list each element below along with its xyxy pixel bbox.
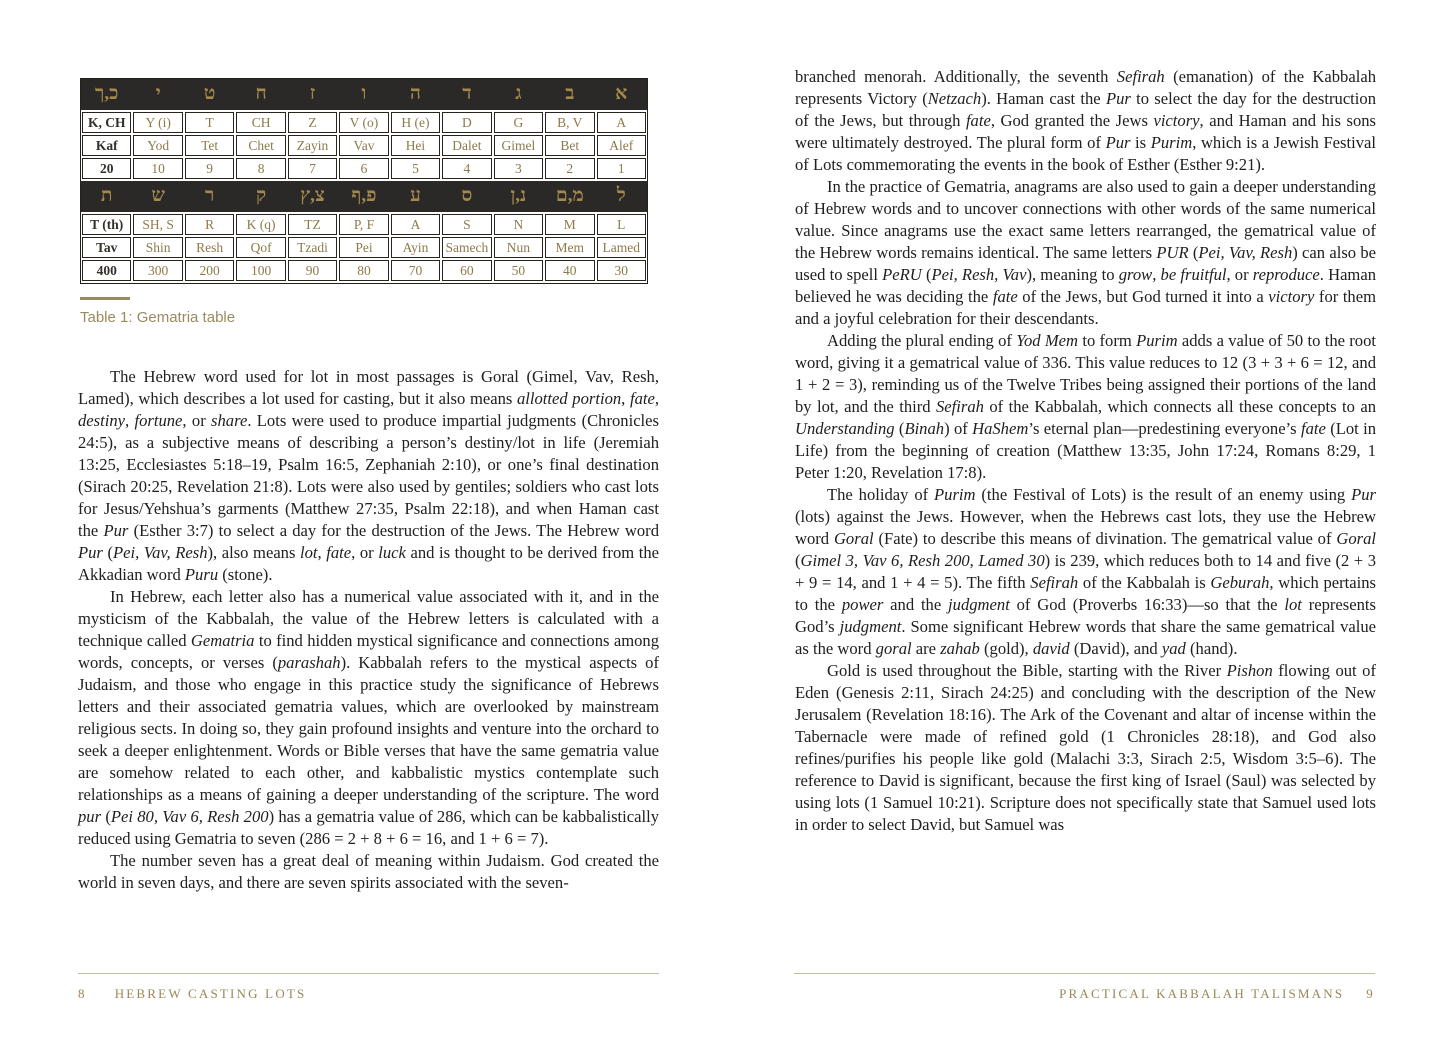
- letter-name-cell: Dalet: [442, 135, 491, 156]
- hebrew-letter-cell: ה: [409, 83, 421, 104]
- gematria-value-cell: 3: [494, 158, 543, 179]
- letter-name-cell: Samech: [442, 237, 491, 258]
- transliteration-cell: Y (i): [133, 112, 182, 133]
- hebrew-letter-row: [81, 181, 647, 212]
- left-page-number: 8: [78, 986, 87, 1001]
- letter-name-cell: Zayin: [288, 135, 337, 156]
- transliteration-cell: N: [494, 214, 543, 235]
- letter-name-cell: Chet: [236, 135, 285, 156]
- gematria-value-cell: 8: [236, 158, 285, 179]
- paragraph: The holiday of Purim (the Festival of Lots) is the result of an enemy using Pur (lots) against the Jews. However, when the Hebrews cast lots, they use the Hebrew word Goral (Fate) to describe this means of divination. The gematrical value of Goral (Gimel 3, Vav 6, Resh 200, Lamed 30) is 239, which reduces both to 14 and five (2 + 3 + 9 = 14, and 1 + 4 = 5). The fifth Sefirah of the Kabbalah is Geburah, which pertains to the power and the judgment of God (Proverbs 16:33)—so that the lot represents God’s judgment. Some significant Hebrew words that share the same gematrical value as the word goral are zahab (gold), david (David), and yad (hand).: [795, 485, 1377, 658]
- transliteration-cell: T (th): [82, 214, 131, 235]
- transliteration-cell: TZ: [288, 214, 337, 235]
- transliteration-cell: A: [597, 112, 646, 133]
- gematria-value-cell: 4: [442, 158, 491, 179]
- hebrew-letter-cell: ט: [203, 83, 216, 104]
- letter-name-cell: Alef: [597, 135, 646, 156]
- hebrew-letter-cell: ז: [309, 83, 316, 104]
- left-running-title: HEBREW CASTING LOTS: [114, 986, 307, 1001]
- gematria-value-cell: 5: [391, 158, 440, 179]
- left-page-text: [78, 366, 659, 894]
- hebrew-letter-cell: צ,ץ: [300, 185, 325, 206]
- transliteration-cell: T: [185, 112, 234, 133]
- letter-name-cell: Kaf: [82, 135, 131, 156]
- letter-name-cell: Lamed: [597, 237, 646, 258]
- paragraph: In Hebrew, each letter also has a numerical value associated with it, and in the mysticism of the Kabbalah, the value of the Hebrew letters is calculated with a technique called Gematria to find hidden mystical significance and connections among words, concepts, or verses (parashah). Kabbalah refers to the mystical aspects of Judaism, and those who engage in this practice study the significance of Hebrews letters and their associated gematria values, which are overlooked by mainstream religious sects. In doing so, they gain profound insights and venture into the orchard to seek a deeper enlightenment. Words or Bible verses that have the same gematria value are somehow related to each other, and kabbalistic mystics contemplate such relationships as a means of gaining a deeper understanding of the scripture. The word pur (Pei 80, Vav 6, Resh 200) has a gematria value of 286, which can be kabbalistically reduced using Gematria to seven (286 = 2 + 8 + 6 = 16, and 1 + 6 = 7).: [78, 587, 659, 848]
- left-footer-rule: [78, 973, 659, 974]
- hebrew-letter-cell: נ,ן: [510, 185, 527, 206]
- letter-name-cell: Resh: [185, 237, 234, 258]
- hebrew-letter-cell: ב: [565, 83, 575, 104]
- hebrew-letter-cell: כ,ך: [95, 83, 119, 104]
- transliteration-cell: K, CH: [82, 112, 131, 133]
- hebrew-letter-cell: ג: [515, 83, 522, 104]
- hebrew-letter-cell: מ,ם: [555, 185, 584, 206]
- hebrew-letter-cell: ד: [462, 83, 472, 104]
- letter-grid: [82, 214, 646, 281]
- hebrew-letter-cell: ע: [410, 185, 421, 206]
- hebrew-letter-cell: ס: [461, 185, 473, 206]
- hebrew-letter-cell: ת: [100, 185, 113, 206]
- transliteration-cell: D: [442, 112, 491, 133]
- letter-name-cell: Shin: [133, 237, 182, 258]
- transliteration-cell: R: [185, 214, 234, 235]
- letter-grid: [82, 112, 646, 179]
- gematria-value-cell: 70: [391, 260, 440, 281]
- gematria-value-cell: 200: [185, 260, 234, 281]
- transliteration-cell: CH: [236, 112, 285, 133]
- transliteration-cell: S: [442, 214, 491, 235]
- letter-name-cell: Mem: [545, 237, 594, 258]
- hebrew-letter-cell: א: [615, 83, 628, 104]
- paragraph: Gold is used throughout the Bible, starting with the River Pishon flowing out of Eden (Genesis 2:11, Sirach 24:25) and concluding with the description of the New Jerusalem (Revelation 18:16). The Ark of the Covenant and altar of incense within the Tabernacle were made of refined gold (1 Chronicles 28:18), and God also refines/purifies his people like gold (Malachi 3:3, Sirach 2:5, Wisdom 3:5–6). The reference to David is significant, because the first king of Israel (Saul) was selected by using lots (1 Samuel 10:21). Scripture does not specifically state that Samuel used lots in order to select David, but Samuel was: [795, 661, 1377, 834]
- letter-name-cell: Nun: [494, 237, 543, 258]
- gematria-value-cell: 400: [82, 260, 131, 281]
- paragraph: The Hebrew word used for lot in most passages is Goral (Gimel, Vav, Resh, Lamed), which describes a lot used for casting, but it also means allotted portion, fate, destiny, fortune, or share. Lots were used to produce impartial judgments (Chronicles 24:5), as a subjective means of describing a person’s destiny/lot in life (Jeremiah 13:25, Ecclesiastes 5:18–19, Psalm 16:5, Zephaniah 2:10), or one’s final destination (Sirach 20:25, Revelation 21:8). Lots were also used by gentiles; soldiers who cast lots for Jesus/Yehshua’s garments (Matthew 27:35, Psalm 22:18), and when Haman cast the Pur (Esther 3:7) to select a day for the destruction of the Jews. The Hebrew word Pur (Pei, Vav, Resh), also means lot, fate, or luck and is thought to be derived from the Akkadian word Puru (stone).: [78, 367, 660, 584]
- letter-name-cell: Pei: [339, 237, 388, 258]
- gematria-value-cell: 9: [185, 158, 234, 179]
- gematria-value-cell: 1: [597, 158, 646, 179]
- gematria-table: [80, 78, 648, 284]
- letter-name-cell: Tav: [82, 237, 131, 258]
- transliteration-cell: L: [597, 214, 646, 235]
- gematria-value-cell: 30: [597, 260, 646, 281]
- gematria-value-cell: 7: [288, 158, 337, 179]
- table-caption: Table 1: Gematria table: [80, 309, 236, 326]
- letter-name-cell: Bet: [545, 135, 594, 156]
- gematria-value-cell: 100: [236, 260, 285, 281]
- transliteration-cell: Z: [288, 112, 337, 133]
- paragraph: In the practice of Gematria, anagrams are also used to gain a deeper understanding of Hebrew words and to uncover connections with other words of the same numerical value. Since anagrams use the exact same letters rearranged, the gematrical value of the Hebrew words remains identical. The same letters PUR (Pei, Vav, Resh) can also be used to spell PeRU (Pei, Resh, Vav), meaning to grow, be fruitful, or reproduce. Haman believed he was deciding the fate of the Jews, but God turned it into a victory for them and a joyful celebration for their descendants.: [795, 177, 1377, 328]
- letter-name-cell: Gimel: [494, 135, 543, 156]
- transliteration-cell: G: [494, 112, 543, 133]
- right-page-text: [795, 66, 1376, 836]
- letter-name-cell: Yod: [133, 135, 182, 156]
- right-running-title: PRACTICAL KABBALAH TALISMANS: [1059, 986, 1345, 1001]
- left-footer: [78, 986, 659, 1002]
- hebrew-letter-cell: ר: [204, 185, 215, 206]
- paragraph: branched menorah. Additionally, the seventh Sefirah (emanation) of the Kabbalah represents Victory (Netzach). Haman cast the Pur to select the day for the destruction of the Jews, but through fate, God granted the Jews victory, and Haman and his sons were ultimately destroyed. The plural form of Pur is Purim, which is a Jewish Festival of Lots commemorating the events in the book of Esther (Esther 9:21).: [795, 67, 1376, 174]
- right-footer-rule: [794, 973, 1375, 974]
- gematria-value-cell: 90: [288, 260, 337, 281]
- transliteration-cell: K (q): [236, 214, 285, 235]
- hebrew-letter-cell: ו: [361, 83, 367, 104]
- transliteration-cell: SH, S: [133, 214, 182, 235]
- gematria-value-cell: 40: [545, 260, 594, 281]
- caption-rule: [80, 297, 130, 300]
- transliteration-cell: V (o): [339, 112, 388, 133]
- letter-name-cell: Qof: [236, 237, 285, 258]
- right-footer: [794, 986, 1375, 1002]
- hebrew-letter-row: [81, 79, 647, 110]
- letter-name-cell: Ayin: [391, 237, 440, 258]
- gematria-value-cell: 2: [545, 158, 594, 179]
- letter-name-cell: Hei: [391, 135, 440, 156]
- hebrew-letter-cell: י: [155, 83, 161, 104]
- gematria-value-cell: 80: [339, 260, 388, 281]
- hebrew-letter-cell: פ,ף: [351, 185, 377, 206]
- right-page-number: 9: [1366, 986, 1375, 1001]
- letter-name-cell: Vav: [339, 135, 388, 156]
- gematria-value-cell: 50: [494, 260, 543, 281]
- transliteration-cell: P, F: [339, 214, 388, 235]
- gematria-value-cell: 10: [133, 158, 182, 179]
- hebrew-letter-cell: ח: [255, 83, 267, 104]
- gematria-value-cell: 20: [82, 158, 131, 179]
- letter-name-cell: Tet: [185, 135, 234, 156]
- gematria-value-cell: 6: [339, 158, 388, 179]
- paragraph: The number seven has a great deal of meaning within Judaism. God created the world in seven days, and there are seven spirits associated with the seven-: [78, 851, 659, 892]
- transliteration-cell: M: [545, 214, 594, 235]
- hebrew-letter-cell: ל: [616, 185, 626, 206]
- gematria-value-cell: 60: [442, 260, 491, 281]
- transliteration-cell: H (e): [391, 112, 440, 133]
- gematria-value-cell: 300: [133, 260, 182, 281]
- hebrew-letter-cell: ק: [256, 185, 267, 206]
- hebrew-letter-cell: ש: [151, 185, 165, 206]
- letter-name-cell: Tzadi: [288, 237, 337, 258]
- transliteration-cell: A: [391, 214, 440, 235]
- transliteration-cell: B, V: [545, 112, 594, 133]
- paragraph: Adding the plural ending of Yod Mem to form Purim adds a value of 50 to the root word, giving it a gematrical value of 336. This value reduces to 12 (3 + 3 + 6 = 12, and 1 + 2 = 3), reminding us of the Twelve Tribes being assigned their portions of the land by lot, and the third Sefirah of the Kabbalah, which connects all these concepts to an Understanding (Binah) of HaShem’s eternal plan—predestining everyone’s fate (Lot in Life) from the beginning of creation (Matthew 13:35, John 17:24, Romans 8:29, 1 Peter 1:20, Revelation 17:8).: [795, 331, 1377, 482]
